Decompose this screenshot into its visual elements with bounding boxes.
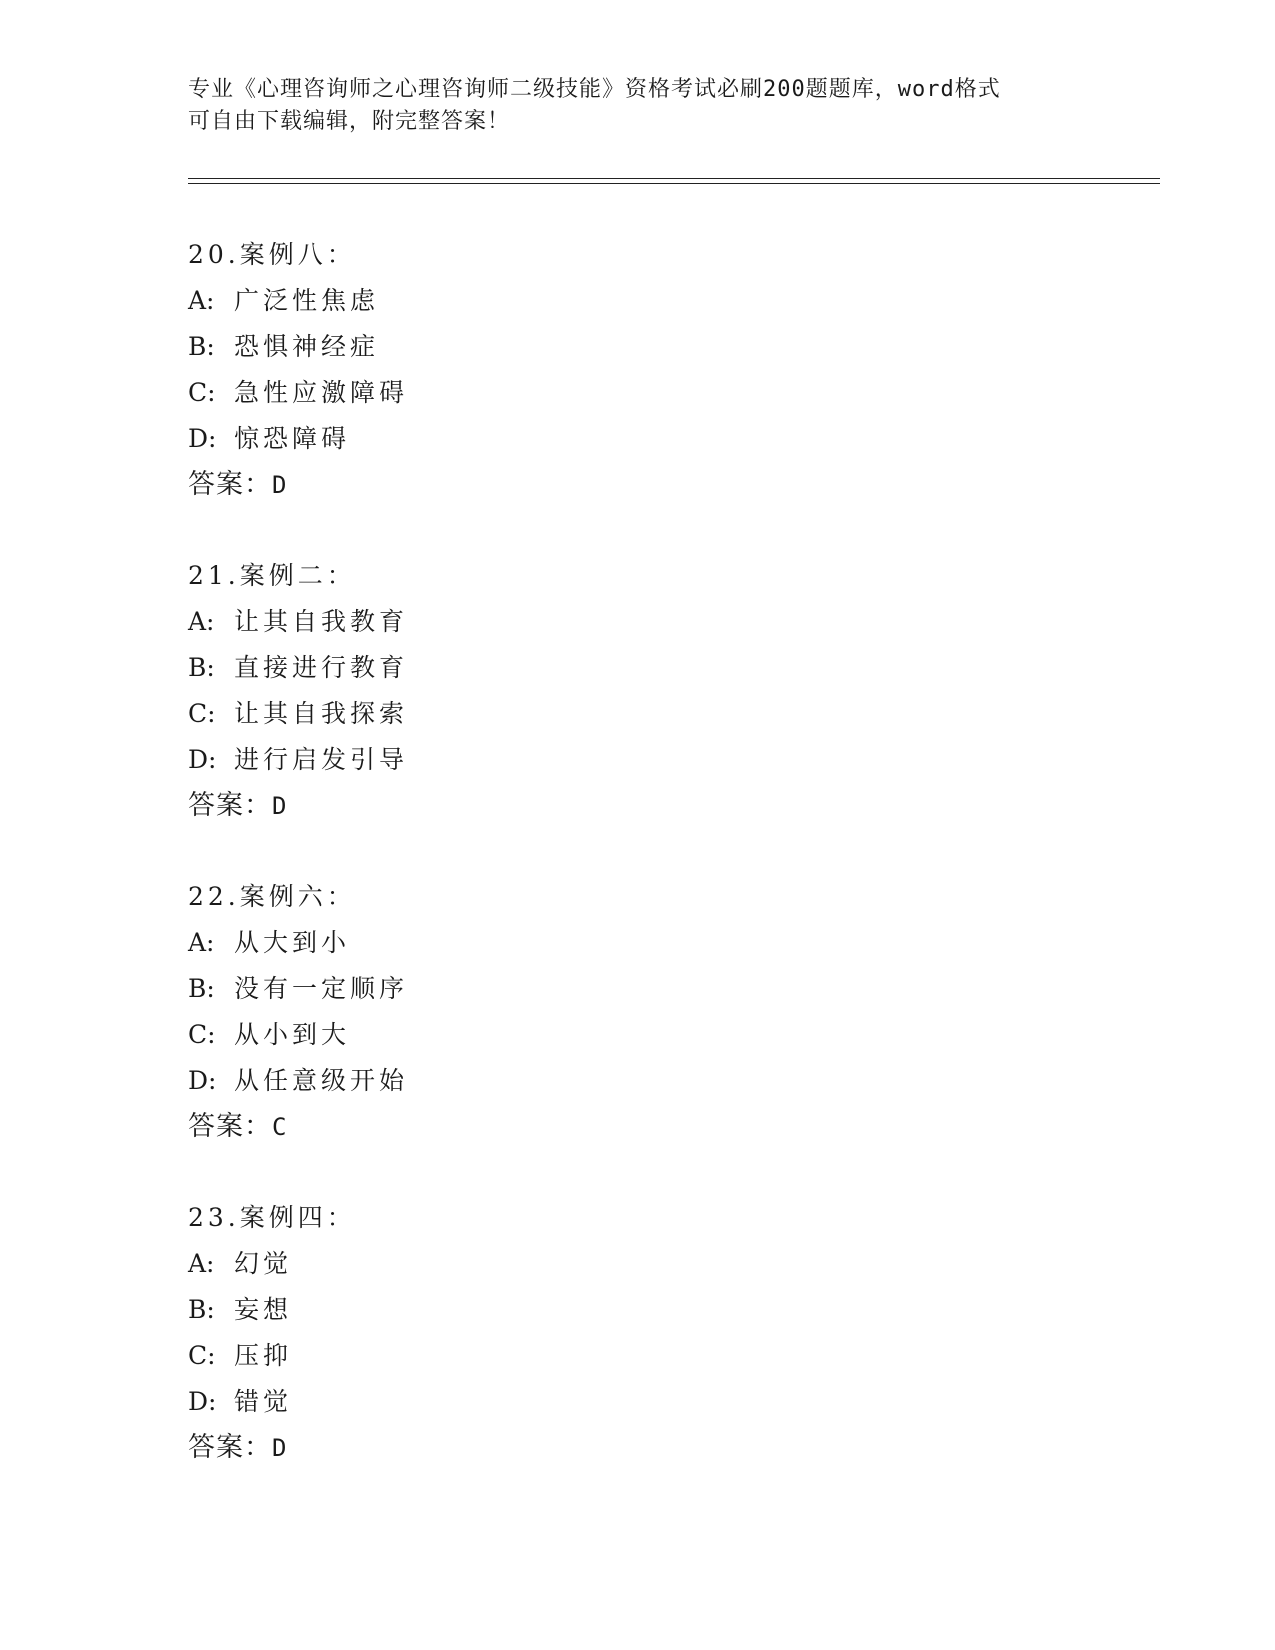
question-block [188, 553, 788, 829]
answer-line [188, 1104, 788, 1150]
option-text: 惊恐障碍 [234, 424, 351, 453]
option-key: A: [188, 1249, 215, 1278]
answer-value: D [272, 471, 288, 499]
question-block [188, 1195, 788, 1471]
header-line-1: 专业《心理咨询师之心理咨询师二级技能》资格考试必刷200题题库，word格式 [188, 77, 1001, 102]
answer-value: D [272, 792, 288, 820]
option-a [188, 599, 788, 645]
option-text: 让其自我探索 [234, 699, 409, 728]
option-text: 幻觉 [234, 1249, 293, 1278]
option-text: 直接进行教育 [234, 653, 409, 682]
option-a [188, 1241, 788, 1287]
answer-value: D [272, 1434, 288, 1462]
question-block [188, 232, 788, 508]
option-key: D: [188, 745, 217, 774]
option-text: 从任意级开始 [234, 1066, 409, 1095]
option-d [188, 416, 788, 462]
option-text: 从小到大 [234, 1020, 351, 1049]
option-text: 急性应激障碍 [234, 378, 409, 407]
option-text: 从大到小 [234, 928, 351, 957]
option-b [188, 1287, 788, 1333]
option-c [188, 1012, 788, 1058]
option-c [188, 370, 788, 416]
question-title: 23.案例四： [188, 1203, 356, 1232]
option-b [188, 645, 788, 691]
option-text: 让其自我教育 [234, 607, 409, 636]
option-text: 没有一定顺序 [234, 974, 409, 1003]
option-key: A: [188, 286, 215, 315]
option-key: B: [188, 974, 215, 1003]
option-text: 妄想 [234, 1295, 293, 1324]
answer-line [188, 783, 788, 829]
option-text: 进行启发引导 [234, 745, 409, 774]
option-key: D: [188, 424, 217, 453]
question-block [188, 874, 788, 1150]
option-key: A: [188, 607, 215, 636]
option-text: 压抑 [234, 1341, 293, 1370]
option-key: B: [188, 332, 215, 361]
question-title: 20.案例八： [188, 240, 356, 269]
option-d [188, 1379, 788, 1425]
option-text: 错觉 [234, 1387, 293, 1416]
option-text: 恐惧神经症 [234, 332, 380, 361]
option-b [188, 324, 788, 370]
option-key: B: [188, 653, 215, 682]
option-key: C: [188, 1020, 216, 1049]
option-d [188, 1058, 788, 1104]
option-a [188, 278, 788, 324]
answer-label: 答案： [188, 469, 272, 500]
header-divider-bottom [188, 183, 1160, 184]
question-title: 22.案例六： [188, 882, 356, 911]
option-c [188, 691, 788, 737]
header-divider-top [188, 178, 1160, 179]
question-title: 21.案例二： [188, 561, 356, 590]
answer-label: 答案： [188, 790, 272, 821]
option-text: 广泛性焦虑 [234, 286, 380, 315]
option-a [188, 920, 788, 966]
answer-label: 答案： [188, 1111, 272, 1142]
option-key: B: [188, 1295, 215, 1324]
option-c [188, 1333, 788, 1379]
answer-label: 答案： [188, 1432, 272, 1463]
option-d [188, 737, 788, 783]
option-key: C: [188, 378, 216, 407]
option-key: C: [188, 1341, 216, 1370]
header-line-2: 可自由下载编辑，附完整答案！ [188, 109, 511, 134]
option-key: C: [188, 699, 216, 728]
answer-line [188, 1425, 788, 1471]
answer-value: C [272, 1113, 288, 1141]
option-b [188, 966, 788, 1012]
option-key: A: [188, 928, 215, 957]
document-header [188, 74, 1088, 138]
answer-line [188, 462, 788, 508]
option-key: D: [188, 1387, 217, 1416]
option-key: D: [188, 1066, 217, 1095]
